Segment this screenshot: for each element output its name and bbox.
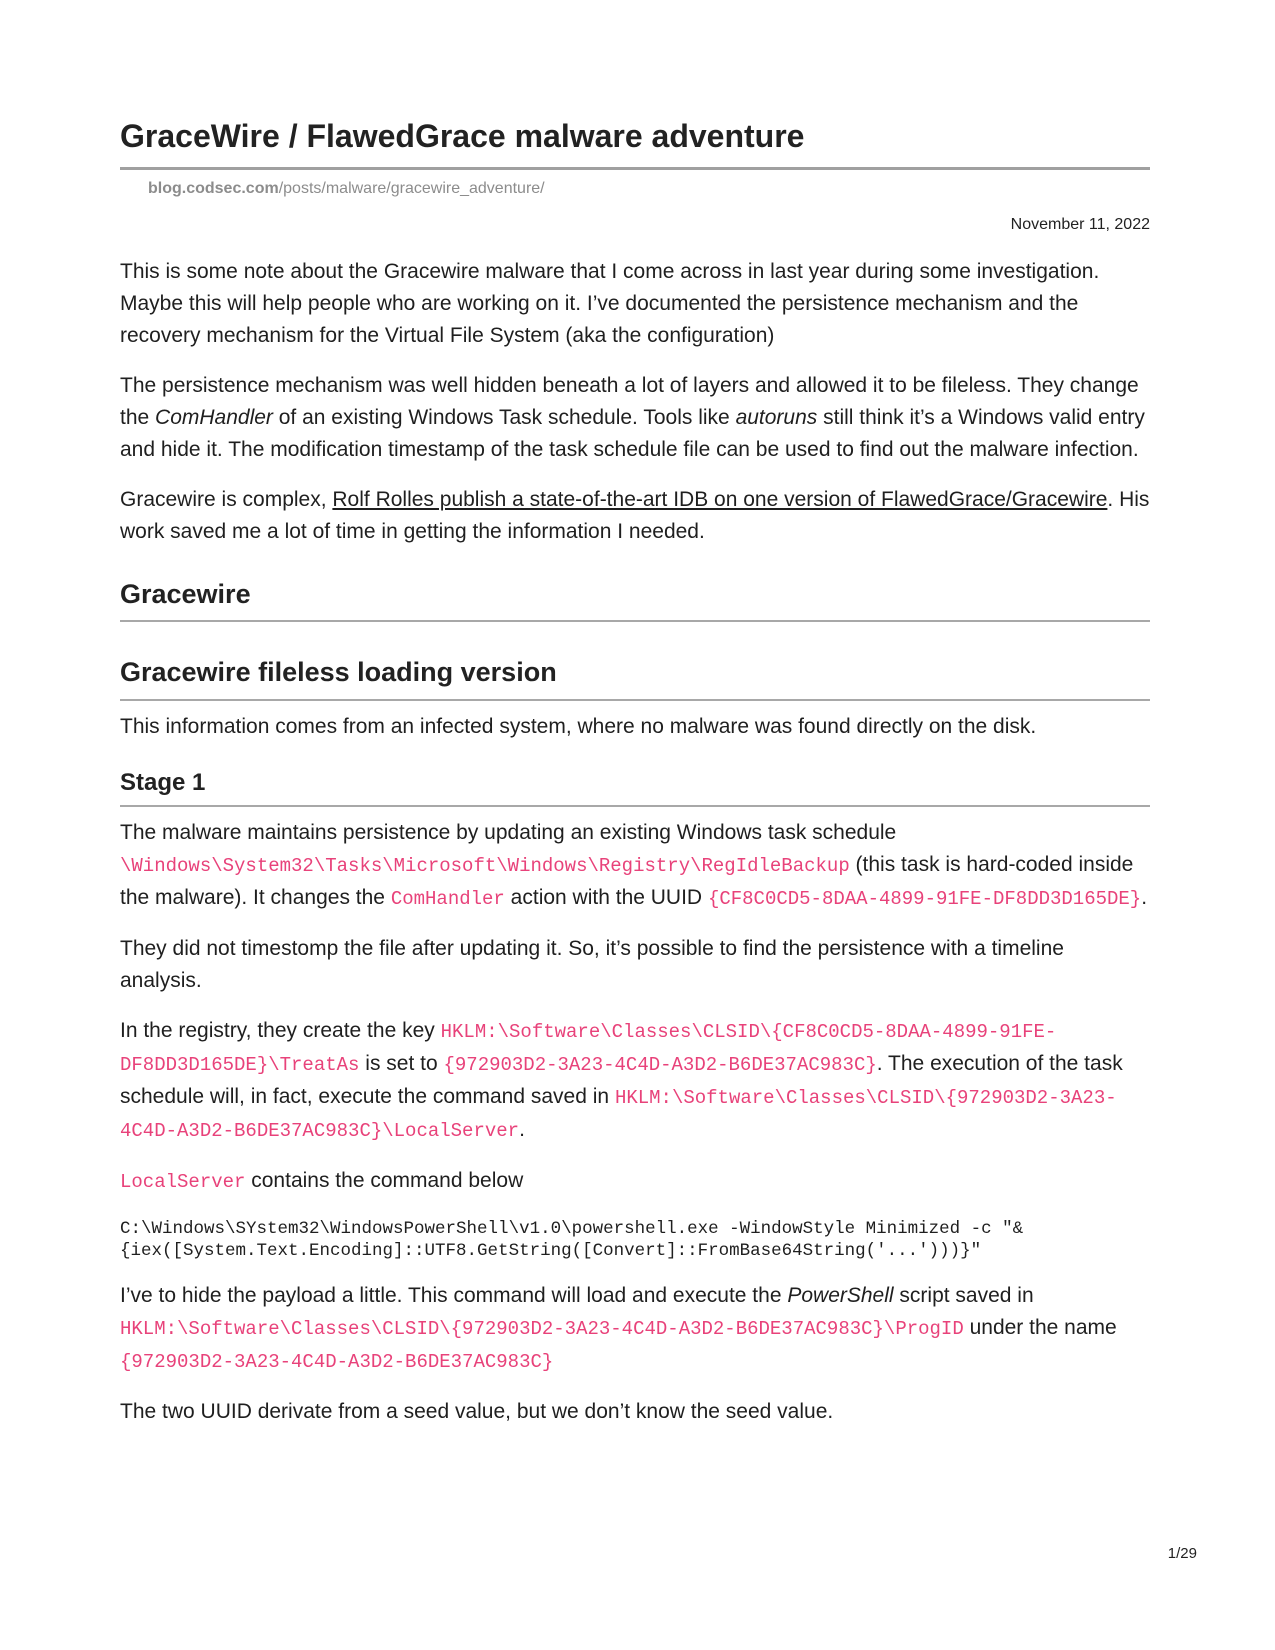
text: still think it’s a Windows valid entry and hide it. The modification timestamp of the task schedule file can be used to find out the malware infection. (120, 405, 1145, 461)
text: script saved in (893, 1284, 1034, 1308)
url-path: /posts/malware/gracewire_adventure/ (278, 179, 545, 197)
text: contains the command below (245, 1169, 524, 1193)
text: . (519, 1118, 525, 1142)
stage1-paragraph-2: They did not timestomp the file after updating it. So, it’s possible to find the persistence with a timeline analysis. (120, 937, 1064, 993)
heading-stage-1: Stage 1 (120, 769, 1150, 808)
powershell-command-block: C:\Windows\SYstem32\WindowsPowerShell\v1.0\powershell.exe -WindowStyle Minimized -c "& {iex([System.Text.Encoding]::UTF8.GetString([Convert]::FromBase64String('...')))}" (120, 1219, 1024, 1262)
article (120, 118, 1150, 1428)
stage1-paragraph-6: The two UUID derivate from a seed value, but we don’t know the seed value. (120, 1400, 834, 1424)
intro-paragraph-1: This is some note about the Gracewire malware that I come across in last year during some investigation. Maybe this will help people who are working on it. I’ve documented the persistence mechanism and the recovery mechanism for the Virtual File System (aka the configuration) (120, 259, 1100, 347)
stage1-paragraph-3 (120, 1015, 1150, 1147)
stage1-paragraph-1 (120, 817, 1150, 915)
text: under the name (963, 1316, 1117, 1340)
text: . His work saved me a lot of time in getting the information I needed. (120, 487, 1150, 543)
page-number: 1/29 (1167, 1545, 1197, 1562)
code-localserver: LocalServer (120, 1171, 246, 1194)
code-uuid-2: {972903D2-3A23-4C4D-A3D2-B6DE37AC983C} (443, 1054, 877, 1077)
code-uuid-1: {CF8C0CD5-8DAA-4899-91FE-DF8DD3D165DE} (707, 888, 1142, 911)
source-url (148, 180, 1150, 198)
text: action with the UUID (504, 886, 708, 910)
text: In the registry, they create the key (120, 1019, 441, 1043)
code-registry-progid: HKLM:\Software\Classes\CLSID\{972903D2-3A23-4C4D-A3D2-B6DE37AC983C}\ProgID (120, 1318, 964, 1341)
rolf-rolles-idb-link[interactable]: Rolf Rolles publish a state-of-the-art IDB on one version of FlawedGrace/Gracewire (332, 487, 1108, 511)
code-registry-treatas: HKLM:\Software\Classes\CLSID\{CF8C0CD5-8DAA-4899-91FE-DF8DD3D165DE}\TreatAs (120, 1021, 1057, 1077)
text: Gracewire is complex, (120, 487, 333, 511)
text: I’ve to hide the payload a little. This command will load and execute the (120, 1284, 788, 1308)
emphasis-comhandler: ComHandler (155, 405, 273, 429)
stage1-paragraph-4 (120, 1165, 1150, 1198)
stage1-paragraph-5 (120, 1280, 1150, 1378)
text: (this task is hard-coded inside the malware). It changes the (120, 853, 1134, 910)
post-date: November 11, 2022 (1010, 215, 1150, 233)
code-task-path: \Windows\System32\Tasks\Microsoft\Windows\Registry\RegIdleBackup (120, 855, 850, 878)
text: is set to (359, 1052, 444, 1076)
text: of an existing Windows Task schedule. Tools like (272, 405, 736, 429)
fileless-paragraph: This information comes from an infected system, where no malware was found directly on the disk. (120, 714, 1037, 738)
emphasis-powershell: PowerShell (787, 1284, 894, 1308)
url-domain: blog.codsec.com (148, 179, 279, 197)
text: The persistence mechanism was well hidden beneath a lot of layers and allowed it to be fileless. They change the (120, 373, 1139, 429)
code-comhandler: ComHandler (390, 888, 505, 911)
intro-paragraph-3 (120, 484, 1150, 548)
heading-gracewire: Gracewire (120, 578, 1150, 622)
code-registry-localserver: HKLM:\Software\Classes\CLSID\{972903D2-3A23-4C4D-A3D2-B6DE37AC983C}\LocalServer (120, 1087, 1117, 1143)
text: . (1141, 886, 1148, 910)
page-title: GraceWire / FlawedGrace malware adventure (120, 118, 1150, 170)
text: The malware maintains persistence by updating an existing Windows task schedule (120, 821, 897, 845)
code-uuid-3: {972903D2-3A23-4C4D-A3D2-B6DE37AC983C} (120, 1351, 554, 1374)
emphasis-autoruns: autoruns (735, 405, 818, 429)
heading-fileless-loading: Gracewire fileless loading version (120, 656, 1150, 700)
intro-paragraph-2 (120, 370, 1150, 466)
text: . The execution of the task schedule will, in fact, execute the command saved in (120, 1052, 1123, 1109)
